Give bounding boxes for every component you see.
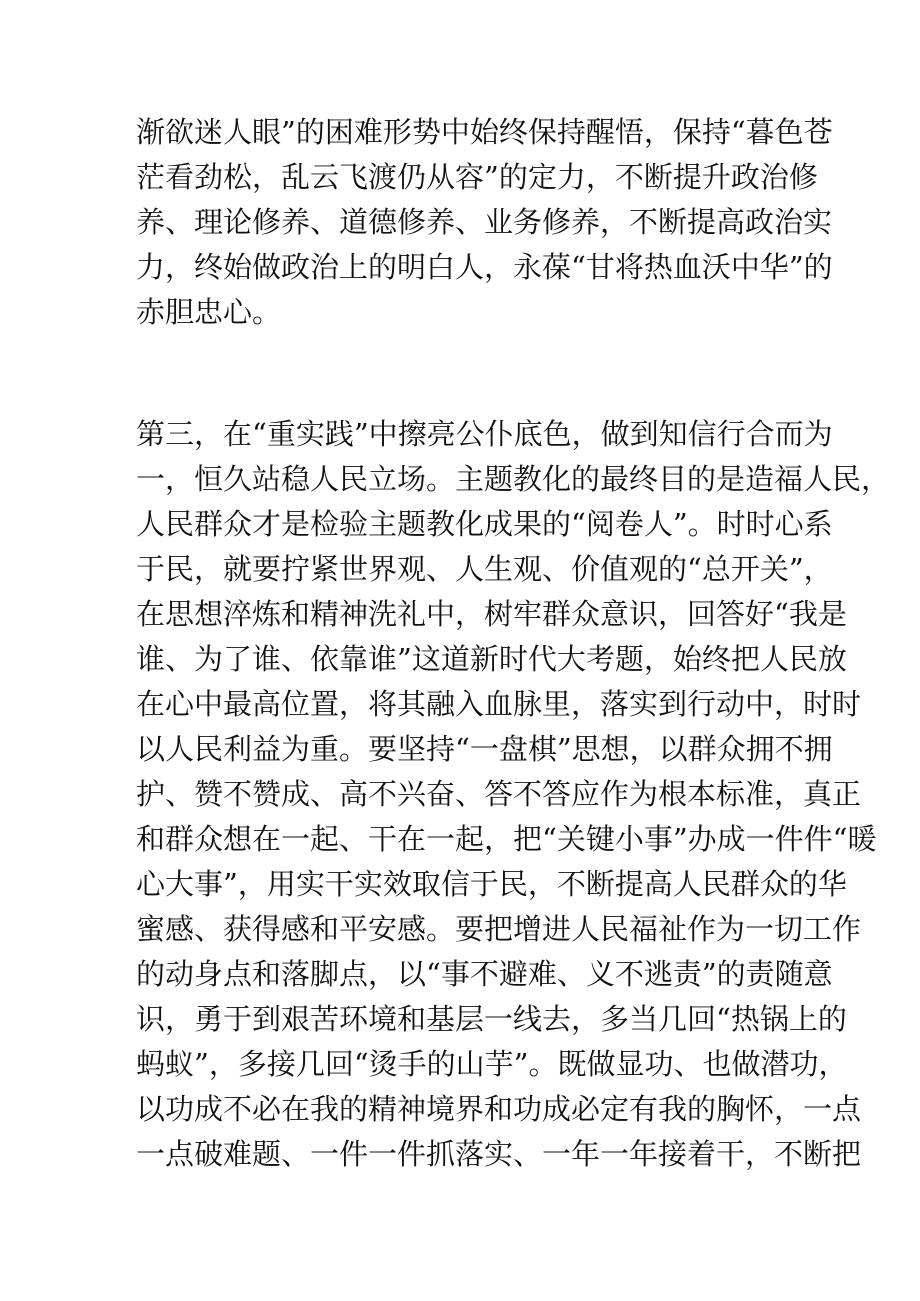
text-line: 于民，就要拧紧世界观、人生观、价值观的“总开关”， <box>136 552 833 586</box>
text-line: 一，恒久站稳人民立场。主题教化的最终目的是造福人民， <box>136 462 891 496</box>
text-line: 和群众想在一起、干在一起，把“关键小事”办成一件件“暖 <box>136 822 877 856</box>
paragraph-third-point <box>136 412 891 1177</box>
text-line: 第三，在“重实践”中擦亮公仆底色，做到知信行合而为 <box>136 417 833 451</box>
text-line: 一点破难题、一件一件抓落实、一年一年接着干，不断把 <box>136 1137 862 1171</box>
text-line: 茫看劲松，乱云飞渡仍从容”的定力，不断提升政治修 <box>136 160 818 194</box>
text-line: 以功成不必在我的精神境界和功成必定有我的胸怀，一点 <box>136 1092 862 1126</box>
text-line: 渐欲迷人眼”的困难形势中始终保持醒悟，保持“暮色苍 <box>136 115 833 149</box>
text-line: 蚂蚁”，多接几回“烫手的山芋”。既做显功、也做潜功， <box>136 1047 848 1081</box>
text-line: 人民群众才是检验主题教化成果的“阅卷人”。时时心系 <box>136 507 833 541</box>
text-line: 心大事”，用实干实效取信于民，不断提高人民群众的华 <box>136 867 847 901</box>
text-line: 的动身点和落脚点，以“事不避难、义不逃责”的责随意 <box>136 957 833 991</box>
text-line: 赤胆忠心。 <box>136 295 282 329</box>
text-line: 在思想淬炼和精神洗礼中，树牢群众意识，回答好“我是 <box>136 597 847 631</box>
text-line: 力，终始做政治上的明白人，永葆“甘将热血沃中华”的 <box>136 250 833 284</box>
text-line: 识，勇于到艰苦环境和基层一线去，多当几回“热锅上的 <box>136 1002 847 1036</box>
text-line: 养、理论修养、道德修养、业务修养，不断提高政治实 <box>136 205 833 239</box>
paragraph-continuation <box>136 110 833 335</box>
text-line: 蜜感、获得感和平安感。要把增进人民福祉作为一切工作 <box>136 912 862 946</box>
text-line: 护、赞不赞成、高不兴奋、答不答应作为根本标准，真正 <box>136 777 862 811</box>
text-line: 在心中最高位置，将其融入血脉里，落实到行动中，时时 <box>136 687 862 721</box>
text-line: 以人民利益为重。要坚持“一盘棋”思想，以群众拥不拥 <box>136 732 833 766</box>
text-line: 谁、为了谁、依靠谁”这道新时代大考题，始终把人民放 <box>136 642 847 676</box>
